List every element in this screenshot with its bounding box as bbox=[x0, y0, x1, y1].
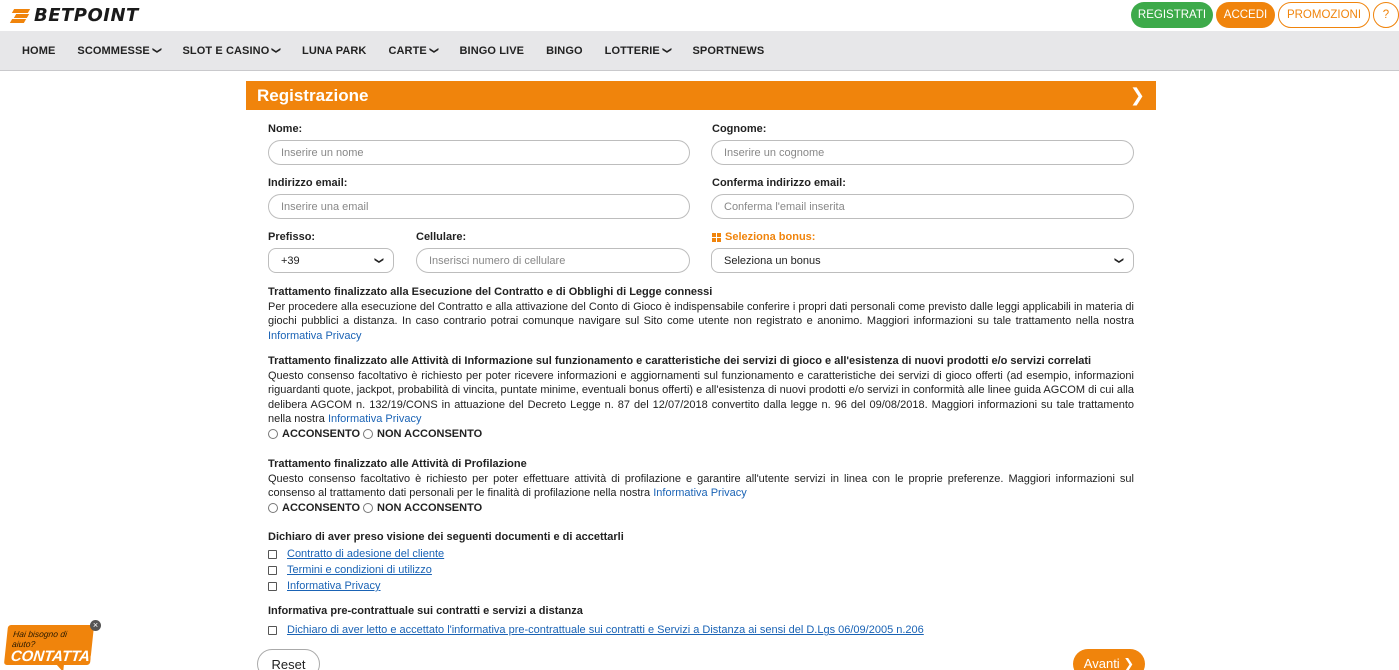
chevron-down-icon: ❯ bbox=[271, 46, 282, 55]
top-buttons bbox=[1131, 2, 1399, 28]
privacy-link[interactable]: Informativa Privacy bbox=[653, 487, 747, 500]
contract-text bbox=[268, 300, 1134, 344]
nav-item-sportnews[interactable] bbox=[693, 45, 765, 57]
nav-item-bingo[interactable] bbox=[546, 45, 583, 57]
info-title: Trattamento finalizzato alle Attività di Informazione sul funzionamento e caratteristiche dei servizi di gioco e all'esistenza di nuovi prodotti e/o servizi correlati bbox=[268, 355, 1092, 367]
nome-label: Nome: bbox=[268, 123, 303, 135]
agree-label: ACCONSENTO bbox=[282, 427, 361, 440]
bonus-value: Seleziona un bonus bbox=[724, 254, 821, 267]
info-section bbox=[268, 354, 1134, 442]
nav-label: SCOMMESSE bbox=[77, 44, 150, 57]
help-chat-badge[interactable] bbox=[4, 625, 111, 665]
documents-title: Dichiaro di aver preso visione dei seguenti documenti e di accettarli bbox=[268, 531, 624, 543]
nav-item-scommesse[interactable] bbox=[77, 44, 163, 57]
profile-text bbox=[268, 472, 1134, 501]
privacy-doc-link[interactable]: Informativa Privacy bbox=[287, 580, 381, 593]
mobile-label: Cellulare: bbox=[416, 231, 467, 243]
cognome-input[interactable]: Inserire un cognome bbox=[711, 140, 1134, 165]
help-badge-big: CONTATTACI! bbox=[9, 648, 111, 665]
info-agree-radio[interactable] bbox=[268, 429, 278, 439]
agree-label: ACCONSENTO bbox=[282, 501, 361, 514]
register-button[interactable]: REGISTRATI bbox=[1131, 2, 1213, 28]
nav-label: BINGO bbox=[546, 44, 583, 57]
top-bar bbox=[0, 0, 1399, 31]
documents-section bbox=[268, 530, 1134, 595]
prefix-select[interactable] bbox=[268, 248, 394, 273]
gift-icon bbox=[712, 233, 721, 242]
chevron-down-icon: ❯ bbox=[662, 46, 673, 55]
disagree-label: NON ACCONSENTO bbox=[377, 427, 483, 440]
nav-label: BINGO LIVE bbox=[459, 44, 525, 57]
nav-label: SPORTNEWS bbox=[692, 44, 765, 57]
nav-item-lotterie[interactable] bbox=[605, 45, 671, 57]
logo-mark-icon bbox=[11, 8, 33, 22]
contract-title: Trattamento finalizzato alla Esecuzione del Contratto e di Obblighi di Legge connessi bbox=[268, 286, 713, 298]
profile-disagree-radio[interactable] bbox=[363, 503, 373, 513]
nav-item-slot-casino[interactable] bbox=[182, 45, 280, 57]
profile-section bbox=[268, 457, 1134, 515]
bonus-label-text: Seleziona bonus: bbox=[725, 231, 816, 243]
doc-row bbox=[268, 563, 1134, 579]
promotions-button[interactable]: PROMOZIONI bbox=[1278, 2, 1370, 28]
privacy-link[interactable]: Informativa Privacy bbox=[268, 329, 362, 342]
nav-item-luna-park[interactable] bbox=[302, 45, 366, 57]
profile-body: Questo consenso facoltativo è richiesto per poter effettuare attività di profilazione e garantire all'utente servizi in linea con le proprie preferenze. Maggiori informazioni sul consenso al trattamento dati personali per le finalità di profilazione nella nostra bbox=[268, 472, 1134, 500]
precontract-link[interactable]: Dichiaro di aver letto e accettato l'informativa pre-contrattuale sui contratti e Servizi a Distanza ai sensi del D.Lgs 06/09/2005 n.206 bbox=[287, 624, 924, 637]
disagree-label: NON ACCONSENTO bbox=[377, 501, 483, 514]
profile-title: Trattamento finalizzato alle Attività di Profilazione bbox=[268, 458, 527, 470]
help-badge-small: Hai bisogno di aiuto? bbox=[11, 629, 68, 649]
info-radio-group bbox=[268, 427, 1134, 442]
reset-button[interactable]: Reset bbox=[257, 649, 320, 670]
help-button[interactable]: ? bbox=[1373, 2, 1399, 28]
nav-item-carte[interactable] bbox=[388, 44, 440, 57]
email-confirm-label: Conferma indirizzo email: bbox=[712, 177, 846, 189]
profile-agree-radio[interactable] bbox=[268, 503, 278, 513]
logo-text: BETPOINT bbox=[34, 4, 139, 26]
next-button[interactable]: Avanti ❯ bbox=[1073, 649, 1145, 670]
privacy-checkbox[interactable] bbox=[268, 582, 277, 591]
privacy-link[interactable]: Informativa Privacy bbox=[327, 413, 422, 426]
nav-item-bingo-live[interactable] bbox=[460, 45, 525, 57]
chevron-down-icon: ❯ bbox=[152, 46, 163, 55]
terms-doc-link[interactable]: Termini e condizioni di utilizzo bbox=[287, 564, 432, 577]
registration-header bbox=[246, 81, 1156, 110]
nav-label: SLOT E CASINO bbox=[182, 44, 270, 57]
info-body: Questo consenso facoltativo è richiesto per poter ricevere informazioni e aggiornamenti sul funzionamento e caratteristiche dei servizi di gioco offerti (ad esempio, informazioni riguardanti quote, jackpot, probabilità di vincita, puntate minime, eventuali bonus offerti) e all'esistenza di nuovi prodotti e/o servizi in conformità alle linee guida AGCOM di cui alla delibera AGCOM n. 132/19/CONS in attuazione del Decreto Legge n. 87 del 12/07/2018 convertito dalla legge n. 96 del 09/08/2018. Maggiori informazioni su tale trattamento nella nostra bbox=[268, 369, 1134, 426]
main-nav bbox=[0, 31, 1399, 71]
login-button[interactable]: ACCEDI bbox=[1216, 2, 1275, 28]
email-input[interactable]: Inserire una email bbox=[268, 194, 690, 219]
nav-label: CARTE bbox=[388, 44, 427, 57]
info-text bbox=[268, 369, 1134, 427]
doc-row bbox=[268, 547, 1134, 563]
chevron-down-icon: ❯ bbox=[429, 46, 440, 55]
chevron-down-icon: ❯ bbox=[374, 256, 385, 265]
precontract-title: Informativa pre-contrattuale sui contratti e servizi a distanza bbox=[268, 605, 583, 617]
chevron-down-icon: ❯ bbox=[1114, 256, 1125, 265]
email-confirm-input[interactable]: Conferma l'email inserita bbox=[711, 194, 1134, 219]
nav-item-home[interactable] bbox=[22, 45, 55, 57]
page-title: Registrazione bbox=[257, 85, 369, 105]
speech-tail bbox=[55, 664, 64, 670]
precontract-checkbox[interactable] bbox=[268, 626, 277, 635]
doc-row bbox=[268, 579, 1134, 595]
terms-checkbox[interactable] bbox=[268, 566, 277, 575]
contract-body: Per procedere alla esecuzione del Contratto e alla attivazione del Conto di Gioco è indispensabile conferire i propri dati personali come previsto dalle leggi applicabili in materia di giochi pubblici a distanza. In caso contrario potrai comunque navigare sul Sito come utente non registrato e anonimo. Maggiori informazioni su tale trattamento nella nostra bbox=[268, 300, 1134, 328]
precontract-row bbox=[268, 623, 1134, 639]
logo[interactable] bbox=[11, 4, 139, 26]
nav-label: LUNA PARK bbox=[302, 44, 367, 57]
prefix-label: Prefisso: bbox=[268, 231, 316, 243]
nav-label: LOTTERIE bbox=[604, 44, 660, 57]
contract-section bbox=[268, 285, 1134, 343]
bonus-select[interactable] bbox=[711, 248, 1134, 273]
email-label: Indirizzo email: bbox=[268, 177, 348, 189]
info-disagree-radio[interactable] bbox=[363, 429, 373, 439]
bonus-label bbox=[712, 231, 815, 243]
contract-checkbox[interactable] bbox=[268, 550, 277, 559]
cognome-label: Cognome: bbox=[712, 123, 767, 135]
precontract-section bbox=[268, 604, 1134, 639]
profile-radio-group bbox=[268, 501, 1134, 516]
chevron-right-icon[interactable]: ❯ bbox=[1129, 85, 1145, 105]
contract-doc-link[interactable]: Contratto di adesione del cliente bbox=[287, 548, 445, 561]
close-icon[interactable]: × bbox=[90, 620, 101, 631]
nome-input[interactable]: Inserire un nome bbox=[268, 140, 690, 165]
prefix-value: +39 bbox=[281, 254, 300, 267]
nav-label: HOME bbox=[22, 44, 56, 57]
mobile-input[interactable]: Inserisci numero di cellulare bbox=[416, 248, 690, 273]
